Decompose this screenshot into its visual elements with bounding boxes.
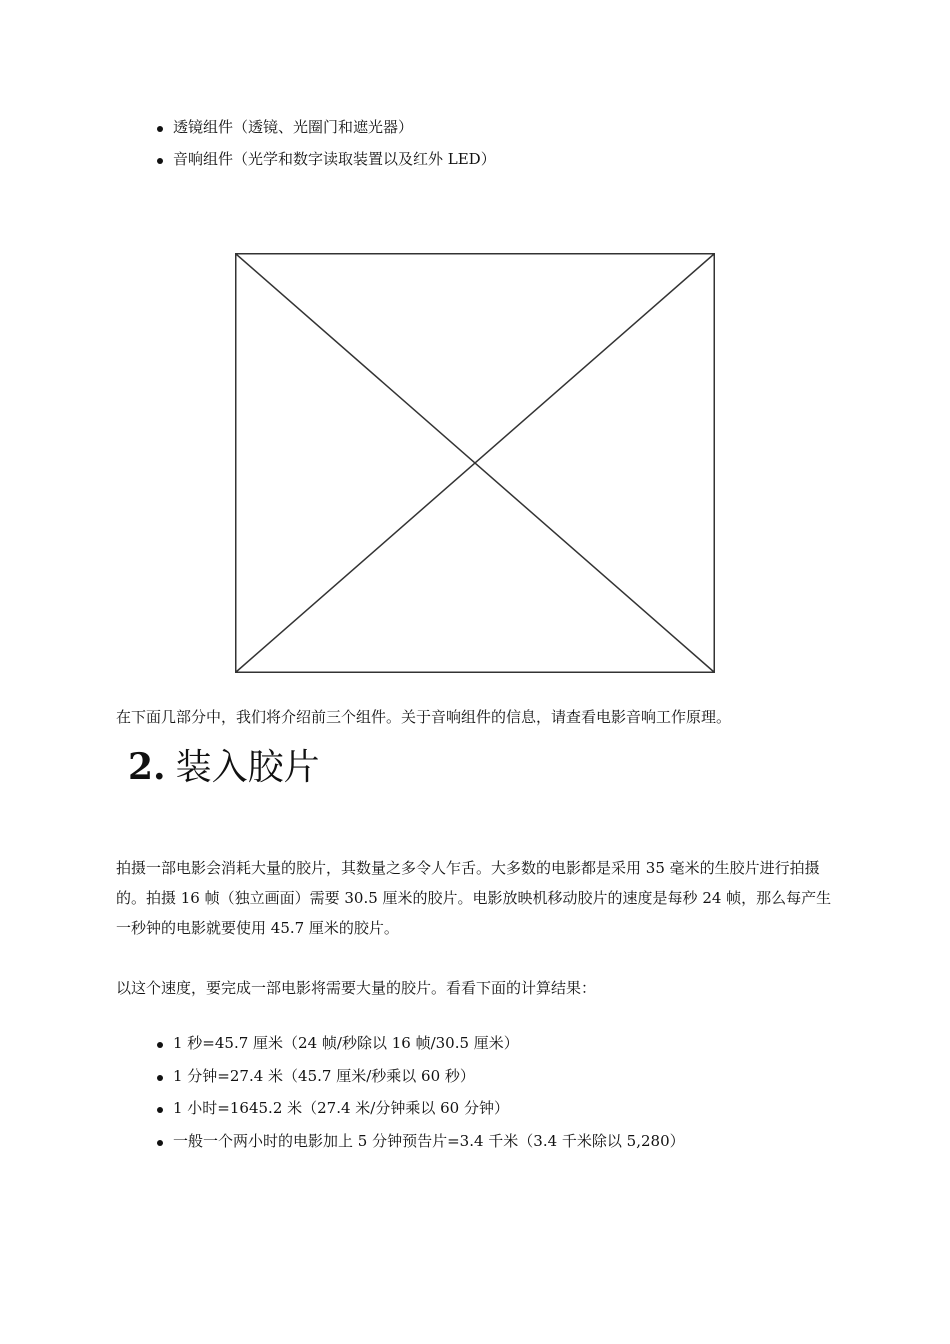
bullet-icon [157,126,163,132]
bullet-icon [157,1107,163,1113]
section-number: 2. [128,746,166,788]
list-item-text: 1 秒=45.7 厘米（24 帧/秒除以 16 帧/30.5 厘米） [173,1034,519,1052]
film-paragraph: 拍摄一部电影会消耗大量的胶片，其数量之多令人乍舌。大多数的电影都是采用 35 毫米的生胶片进行拍摄的。拍摄 16 帧（独立画面）需要 30.5 厘米的胶片。电影放映机移动胶片的速度是每秒 24 帧，那么每产生一秒钟的电影就要使用 45.7 厘米的胶片。 [116,859,832,937]
list-item-text: 音响组件（光学和数字读取装置以及红外 LED） [173,150,496,168]
bullet-icon [157,1042,163,1048]
list-item [155,1131,685,1151]
missing-image-placeholder [235,253,715,673]
list-item-text: 1 小时=1645.2 米（27.4 米/分钟乘以 60 分钟） [173,1099,509,1117]
list-item [155,149,496,169]
bullet-icon [157,1140,163,1146]
broken-image-icon [235,253,715,673]
calculation-list [155,1033,685,1163]
bullet-icon [157,158,163,164]
list-item [155,1033,685,1053]
intro-paragraph: 在下面几部分中，我们将介绍前三个组件。关于音响组件的信息，请查看电影音响工作原理。 [116,708,732,726]
bullet-icon [157,1075,163,1081]
list-item [155,1066,685,1086]
list-item [155,117,496,137]
list-item [155,1098,685,1118]
list-item-text: 一般一个两小时的电影加上 5 分钟预告片=3.4 千米（3.4 千米除以 5,280） [173,1131,685,1150]
list-item-text: 透镜组件（透镜、光圈门和遮光器） [173,118,414,136]
section-heading [128,742,320,793]
calc-paragraph: 以这个速度，要完成一部电影将需要大量的胶片。看看下面的计算结果： [116,979,597,997]
component-list [155,117,496,181]
list-item-text: 1 分钟=27.4 米（45.7 厘米/秒乘以 60 秒） [173,1066,475,1085]
section-title: 装入胶片 [175,747,320,788]
